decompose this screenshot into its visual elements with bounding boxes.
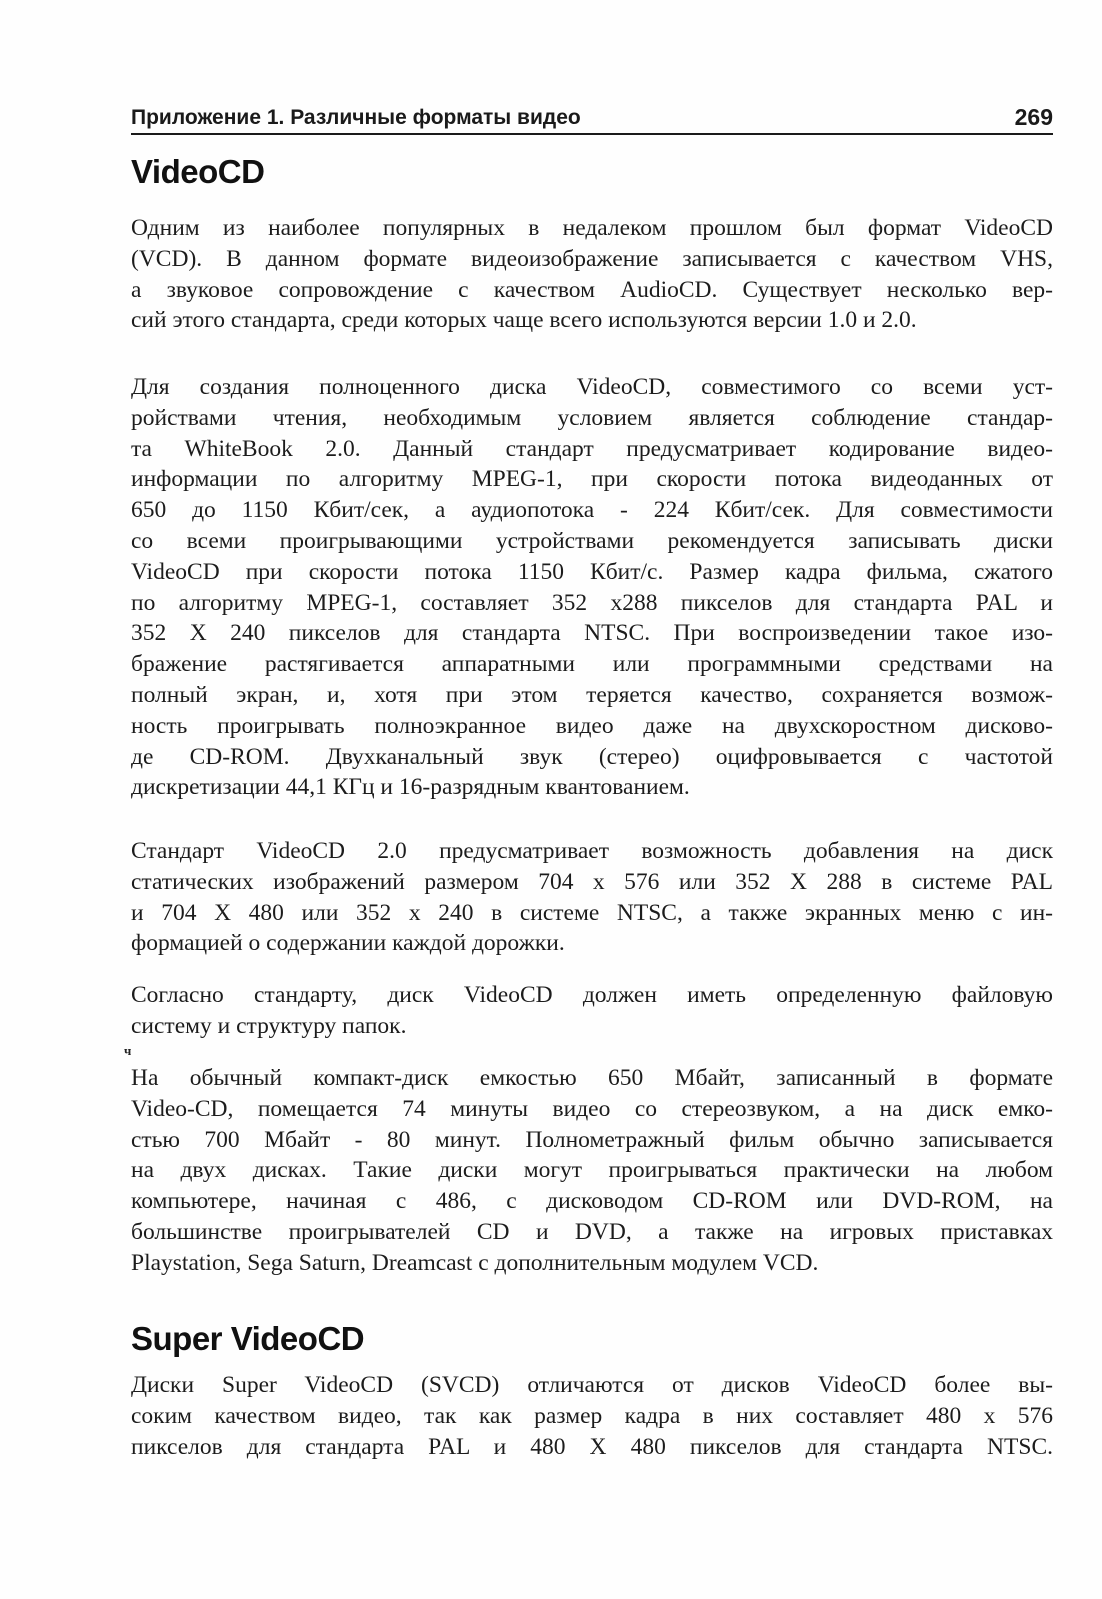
text-line: Диски Super VideoCD (SVCD) отличаются от дисков VideoCD более вы- bbox=[131, 1372, 1053, 1398]
stray-mark: ч bbox=[124, 1043, 132, 1058]
text-line: информации по алгоритму MPEG-1, при скорости потока видеоданных от bbox=[131, 466, 1053, 493]
paragraph bbox=[131, 213, 1053, 336]
text-line: Одним из наиболее популярных в недалеком прошлом был формат VideoCD bbox=[131, 215, 1053, 241]
text-line: дискретизации 44,1 КГц и 16-разрядным квантованием. bbox=[131, 774, 690, 801]
text-line: та WhiteBook 2.0. Данный стандарт предусматривает кодирование видео- bbox=[131, 435, 1053, 462]
running-header bbox=[131, 103, 1053, 135]
paragraph bbox=[131, 372, 1053, 803]
text-line: большинстве проигрывателей CD и DVD, а также на игровых приставках bbox=[131, 1218, 1053, 1245]
text-line: Для создания полноценного диска VideoCD, совместимого со всеми уст- bbox=[131, 374, 1053, 400]
text-line: полный экран, и, хотя при этом теряется качество, сохраняется возмож- bbox=[131, 681, 1053, 708]
paragraph bbox=[131, 836, 1053, 959]
text-line: На обычный компакт-диск емкостью 650 Мбайт, записанный в формате bbox=[131, 1065, 1053, 1091]
text-line: бражение растягивается аппаратными или программными средствами на bbox=[131, 651, 1053, 678]
text-line: ройствами чтения, необходимым условием является соблюдение стандар- bbox=[131, 404, 1053, 431]
chapter-title: Приложение 1. Различные форматы видео bbox=[131, 106, 581, 129]
text-line: систему и структуру папок. bbox=[131, 1012, 407, 1039]
text-line: статических изображений размером 704 x 576 или 352 X 288 в системе PAL bbox=[131, 868, 1053, 895]
text-line: формацией о содержании каждой дорожки. bbox=[131, 930, 565, 957]
text-line: Согласно стандарту, диск VideoCD должен иметь определенную файловую bbox=[131, 982, 1053, 1008]
text-line: сий этого стандарта, среди которых чаще всего используются версии 1.0 и 2.0. bbox=[131, 307, 917, 334]
text-line: и 704 X 480 или 352 x 240 в системе NTSC, а также экранных меню с ин- bbox=[131, 899, 1053, 926]
text-line: пикселов для стандарта PAL и 480 X 480 пикселов для стандарта NTSC. bbox=[131, 1433, 1053, 1460]
text-line: де CD-ROM. Двухканальный звук (стерео) оцифровывается с частотой bbox=[131, 743, 1053, 770]
text-line: Video-CD, помещается 74 минуты видео со стереозвуком, а на диск емко- bbox=[131, 1095, 1053, 1122]
text-line: со всеми проигрывающими устройствами рекомендуется записывать диски bbox=[131, 527, 1053, 554]
text-line: Стандарт VideoCD 2.0 предусматривает возможность добавления на диск bbox=[131, 838, 1053, 864]
page-number: 269 bbox=[1014, 104, 1053, 130]
paragraph bbox=[131, 1063, 1053, 1279]
paragraph bbox=[131, 980, 1053, 1042]
text-line: соким качеством видео, так как размер кадра в них составляет 480 x 576 bbox=[131, 1402, 1053, 1429]
section-heading-super-videocd: Super VideoCD bbox=[131, 1320, 365, 1357]
text-line: VideoCD при скорости потока 1150 Кбит/с. Размер кадра фильма, сжатого bbox=[131, 558, 1053, 585]
text-line: компьютере, начиная с 486, с дисководом CD-ROM или DVD-ROM, на bbox=[131, 1188, 1053, 1215]
text-line: 650 до 1150 Кбит/сек, а аудиопотока - 224 Кбит/сек. Для совместимости bbox=[131, 497, 1053, 524]
text-line: Playstation, Sega Saturn, Dreamcast с дополнительным модулем VCD. bbox=[131, 1249, 819, 1276]
text-line: а звуковое сопровождение с качеством AudioCD. Существует несколько вер- bbox=[131, 276, 1053, 303]
section-heading-videocd: VideoCD bbox=[131, 153, 265, 190]
paragraph bbox=[131, 1370, 1053, 1462]
text-line: по алгоритму MPEG-1, составляет 352 x288 пикселов для стандарта PAL и bbox=[131, 589, 1053, 616]
text-line: ность проигрывать полноэкранное видео даже на двухскоростном дисково- bbox=[131, 712, 1053, 739]
text-line: 352 X 240 пикселов для стандарта NTSC. При воспроизведении такое изо- bbox=[131, 620, 1053, 647]
text-line: (VCD). В данном формате видеоизображение записывается с качеством VHS, bbox=[131, 245, 1053, 272]
text-line: стью 700 Мбайт - 80 минут. Полнометражный фильм обычно записывается bbox=[131, 1126, 1053, 1153]
text-line: на двух дисках. Такие диски могут проигрываться практически на любом bbox=[131, 1157, 1053, 1184]
